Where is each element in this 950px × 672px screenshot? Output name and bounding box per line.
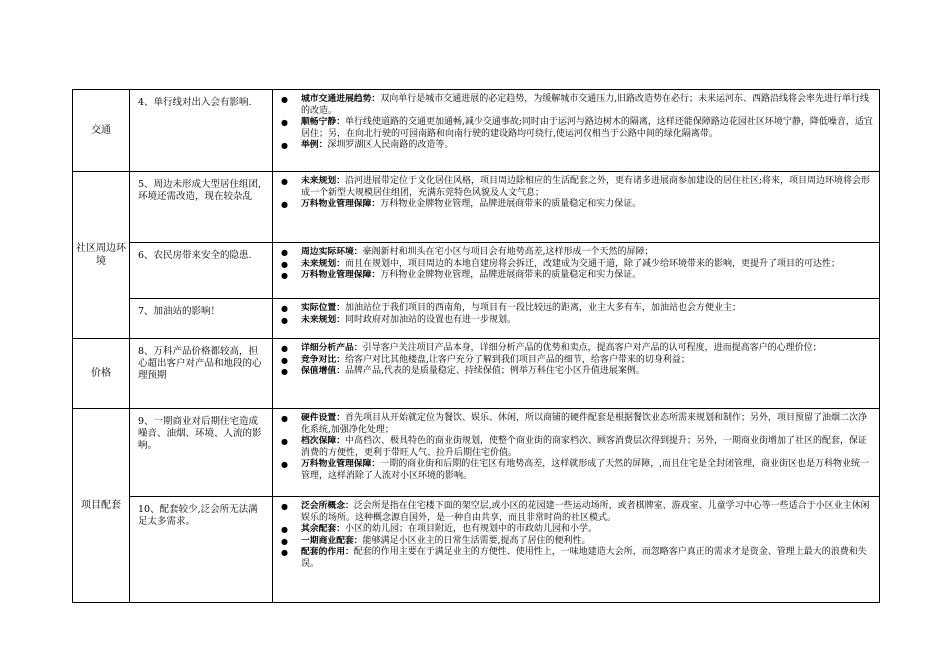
bullet-keyword: 举例： <box>301 140 328 150</box>
category-cell: 价格 <box>73 339 130 409</box>
bullet-keyword: 万科物业管理保障： <box>301 459 381 469</box>
bullet-text: 沿河进展带定位于文化居住风格，项目周边除相应的生活配套之外，更有诸多进展商参加建设的居住社区;将来，项目周边环境将会形成一个新型大规模居住组团，充满东莞特色风貌及人文气息； <box>301 176 871 198</box>
table-row <box>73 409 880 497</box>
bullet-keyword: 一期商业配套： <box>301 535 363 546</box>
bullet-item <box>279 459 873 482</box>
bullet-text: 引导客户关注项目产品本身，详细分析产品的优势和卖点，提高客户对产品的认可程度，进而提高客户的心理价位； <box>362 343 822 353</box>
bullet-item <box>279 270 873 282</box>
bullet-list <box>279 94 873 152</box>
table-row <box>73 172 880 243</box>
bullet-item <box>279 355 873 367</box>
bullet-item <box>279 547 873 570</box>
bullet-list <box>279 176 873 211</box>
bullet-keyword: 档次保障： <box>301 436 345 446</box>
bullet-list <box>279 247 873 282</box>
bullet-text: 单行线使道路的交通更加通畅,减少交通事故;同时由于运河与路边树木的隔离，这样还能保障路边花园社区环境宁静，降低噪音，适宜居住；另，在向北行驶的可园南路和向南行驶的建设路均可绕行,使运河仅相当于公路中间的绿化隔离带。 <box>301 117 873 139</box>
bullet-list <box>279 343 873 378</box>
bullet-keyword: 万科物业管理保障： <box>301 199 381 209</box>
bullet-keyword: 未来规划： <box>301 176 345 186</box>
response-cell <box>273 409 880 497</box>
bullet-keyword: 实际位置： <box>301 303 345 313</box>
response-cell <box>273 497 880 603</box>
table-row <box>73 299 880 339</box>
bullet-item <box>279 199 873 211</box>
response-cell <box>273 243 880 299</box>
bullet-item <box>279 94 873 117</box>
bullet-keyword: 城市交通进展趋势： <box>301 94 381 104</box>
issue-cell: 4、单行线对出入会有影响. <box>130 90 273 172</box>
bullet-keyword: 其余配套： <box>301 524 345 534</box>
category-cell: 交通 <box>73 90 130 172</box>
bullet-item <box>279 259 873 271</box>
bullet-keyword: 未来规划： <box>301 314 345 325</box>
qa-table <box>72 89 880 603</box>
table-row <box>73 90 880 172</box>
bullet-text: 万科物业金牌物业管理，品牌进展商带来的质量稳定和实力保证。 <box>380 270 642 280</box>
issue-cell: 7、加油站的影响！ <box>130 299 273 339</box>
bullet-item <box>279 436 873 459</box>
issue-cell: 9、一期商业对后期住宅造成噪音、油烟、环境、人流的影响。 <box>130 409 273 497</box>
bullet-text: 给客户对比其他楼盘,让客户充分了解到我们项目产品的细节，给客户带来的切身利益； <box>345 354 690 365</box>
bullet-keyword: 竞争对比： <box>301 354 345 365</box>
bullet-item <box>279 501 873 524</box>
bullet-text: 配套的作用主要在于满足业主的方便性、使用性上，一味地建造大会所，而忽略客户真正的需求才是资金、管理上最大的浪费和失误。 <box>301 547 867 569</box>
response-cell <box>273 172 880 243</box>
bullet-keyword: 配套的作用： <box>301 547 354 557</box>
bullet-text: 加油站位于我们项目的西南角，与项目有一段比较远的距离，业主大多有车，加油站也会方便业主； <box>345 303 742 313</box>
bullet-text: 品牌产品,代表的是质量稳定、持续保值；例举万科住宅小区升值进展案例。 <box>345 366 645 376</box>
bullet-item <box>279 117 873 140</box>
bullet-text: 而且在规划中，项目周边的本地自建房将会拆迁，改建成为交通干道，除了减少给环境带来的影响，更提升了项目的可达性； <box>345 258 841 269</box>
bullet-text: 中高档次、极具特色的商业街规划，使整个商业街的商家档次、顾客消费层次得到提升；另外，一期商业街增加了社区的配套，保证消费的方便性，更利于带旺人气、拉升后期住宅价值。 <box>301 436 868 458</box>
bullet-item <box>279 315 873 327</box>
bullet-text: 泛会所是指在住宅楼下面的架空层,或小区的花园建一些运动场所，或者棋牌室、游戏室、儿童学习中心等一些适合于小区业主休闲娱乐的场所。这种概念源自国外，是一种自由共享，而且非常时尚的社区模式。 <box>301 501 870 523</box>
bullet-text: 双向单行是城市交通进展的必定趋势，为缓解城市交通压力,旧路改造势在必行；未来运河东、西路沿线将会率先进行单行线的改造。 <box>301 94 870 116</box>
bullet-keyword: 未来规划： <box>301 258 345 269</box>
bullet-text: 万科物业金牌物业管理，品牌进展商带来的质量稳定和实力保证。 <box>380 199 642 209</box>
response-cell <box>273 299 880 339</box>
bullet-item <box>279 413 873 436</box>
bullet-list <box>279 413 873 482</box>
bullet-item <box>279 176 873 199</box>
bullet-keyword: 保值增值： <box>301 366 345 376</box>
bullet-text: 深圳罗湖区人民南路的改造等。 <box>327 140 454 150</box>
category-cell: 项目配套 <box>73 409 130 603</box>
table-row <box>73 243 880 299</box>
bullet-keyword: 周边实际环境： <box>301 247 363 257</box>
bullet-list <box>279 303 873 326</box>
issue-cell: 5、周边未形成大型居住组团,环境还需改造，现在较杂乱 <box>130 172 273 243</box>
bullet-keyword: 顺畅宁静： <box>301 117 345 127</box>
bullet-text: 小区的幼儿园；在项目附近，也有规划中的市政幼儿园和小学。 <box>345 524 598 534</box>
issue-cell: 8、万科产品价格都较高，担心超出客户对产品和地段的心理预期 <box>130 339 273 409</box>
bullet-item <box>279 140 873 152</box>
bullet-text: 首先项目从开始就定位为餐饮、娱乐、休闲，所以商铺的硬件配套是根据餐饮业态所需来规划和制作；另外，项目预留了油烟二次净化系统,加强净化处理； <box>301 413 868 435</box>
issue-cell: 6、农民房带来安全的隐患. <box>130 243 273 299</box>
bullet-item <box>279 343 873 355</box>
response-cell <box>273 90 880 172</box>
bullet-text: 一期的商业街和后期的住宅区有地势高差，这样就形成了天然的屏障，,而且住宅是全封闭管理，商业街区也是万科物业统一管理，这样消除了人流对小区环境的影响。 <box>301 459 870 481</box>
bullet-text: 能够满足小区业主的日常生活需要,提高了居住的便利性。 <box>362 535 591 546</box>
category-cell: 社区周边环境 <box>73 172 130 339</box>
bullet-keyword: 万科物业管理保障： <box>301 270 381 280</box>
table-row <box>73 339 880 409</box>
bullet-item <box>279 536 873 548</box>
bullet-keyword: 详细分析产品： <box>301 343 363 353</box>
bullet-item <box>279 247 873 259</box>
bullet-text: 豪阁新村和圳头在宅小区与项目会有地势高差,这样形成一个天然的屏障； <box>362 247 654 257</box>
bullet-keyword: 泛会所概念： <box>301 501 354 511</box>
bullet-list <box>279 501 873 570</box>
bullet-item <box>279 524 873 536</box>
table-row <box>73 497 880 603</box>
bullet-text: 同时政府对加油站的设置也有进一步规划。 <box>345 314 517 325</box>
bullet-item <box>279 303 873 315</box>
bullet-keyword: 硬件设置： <box>301 413 345 423</box>
bullet-item <box>279 366 873 378</box>
issue-cell: 10、配套较少,泛会所无法满足太多需求。 <box>130 497 273 603</box>
response-cell <box>273 339 880 409</box>
